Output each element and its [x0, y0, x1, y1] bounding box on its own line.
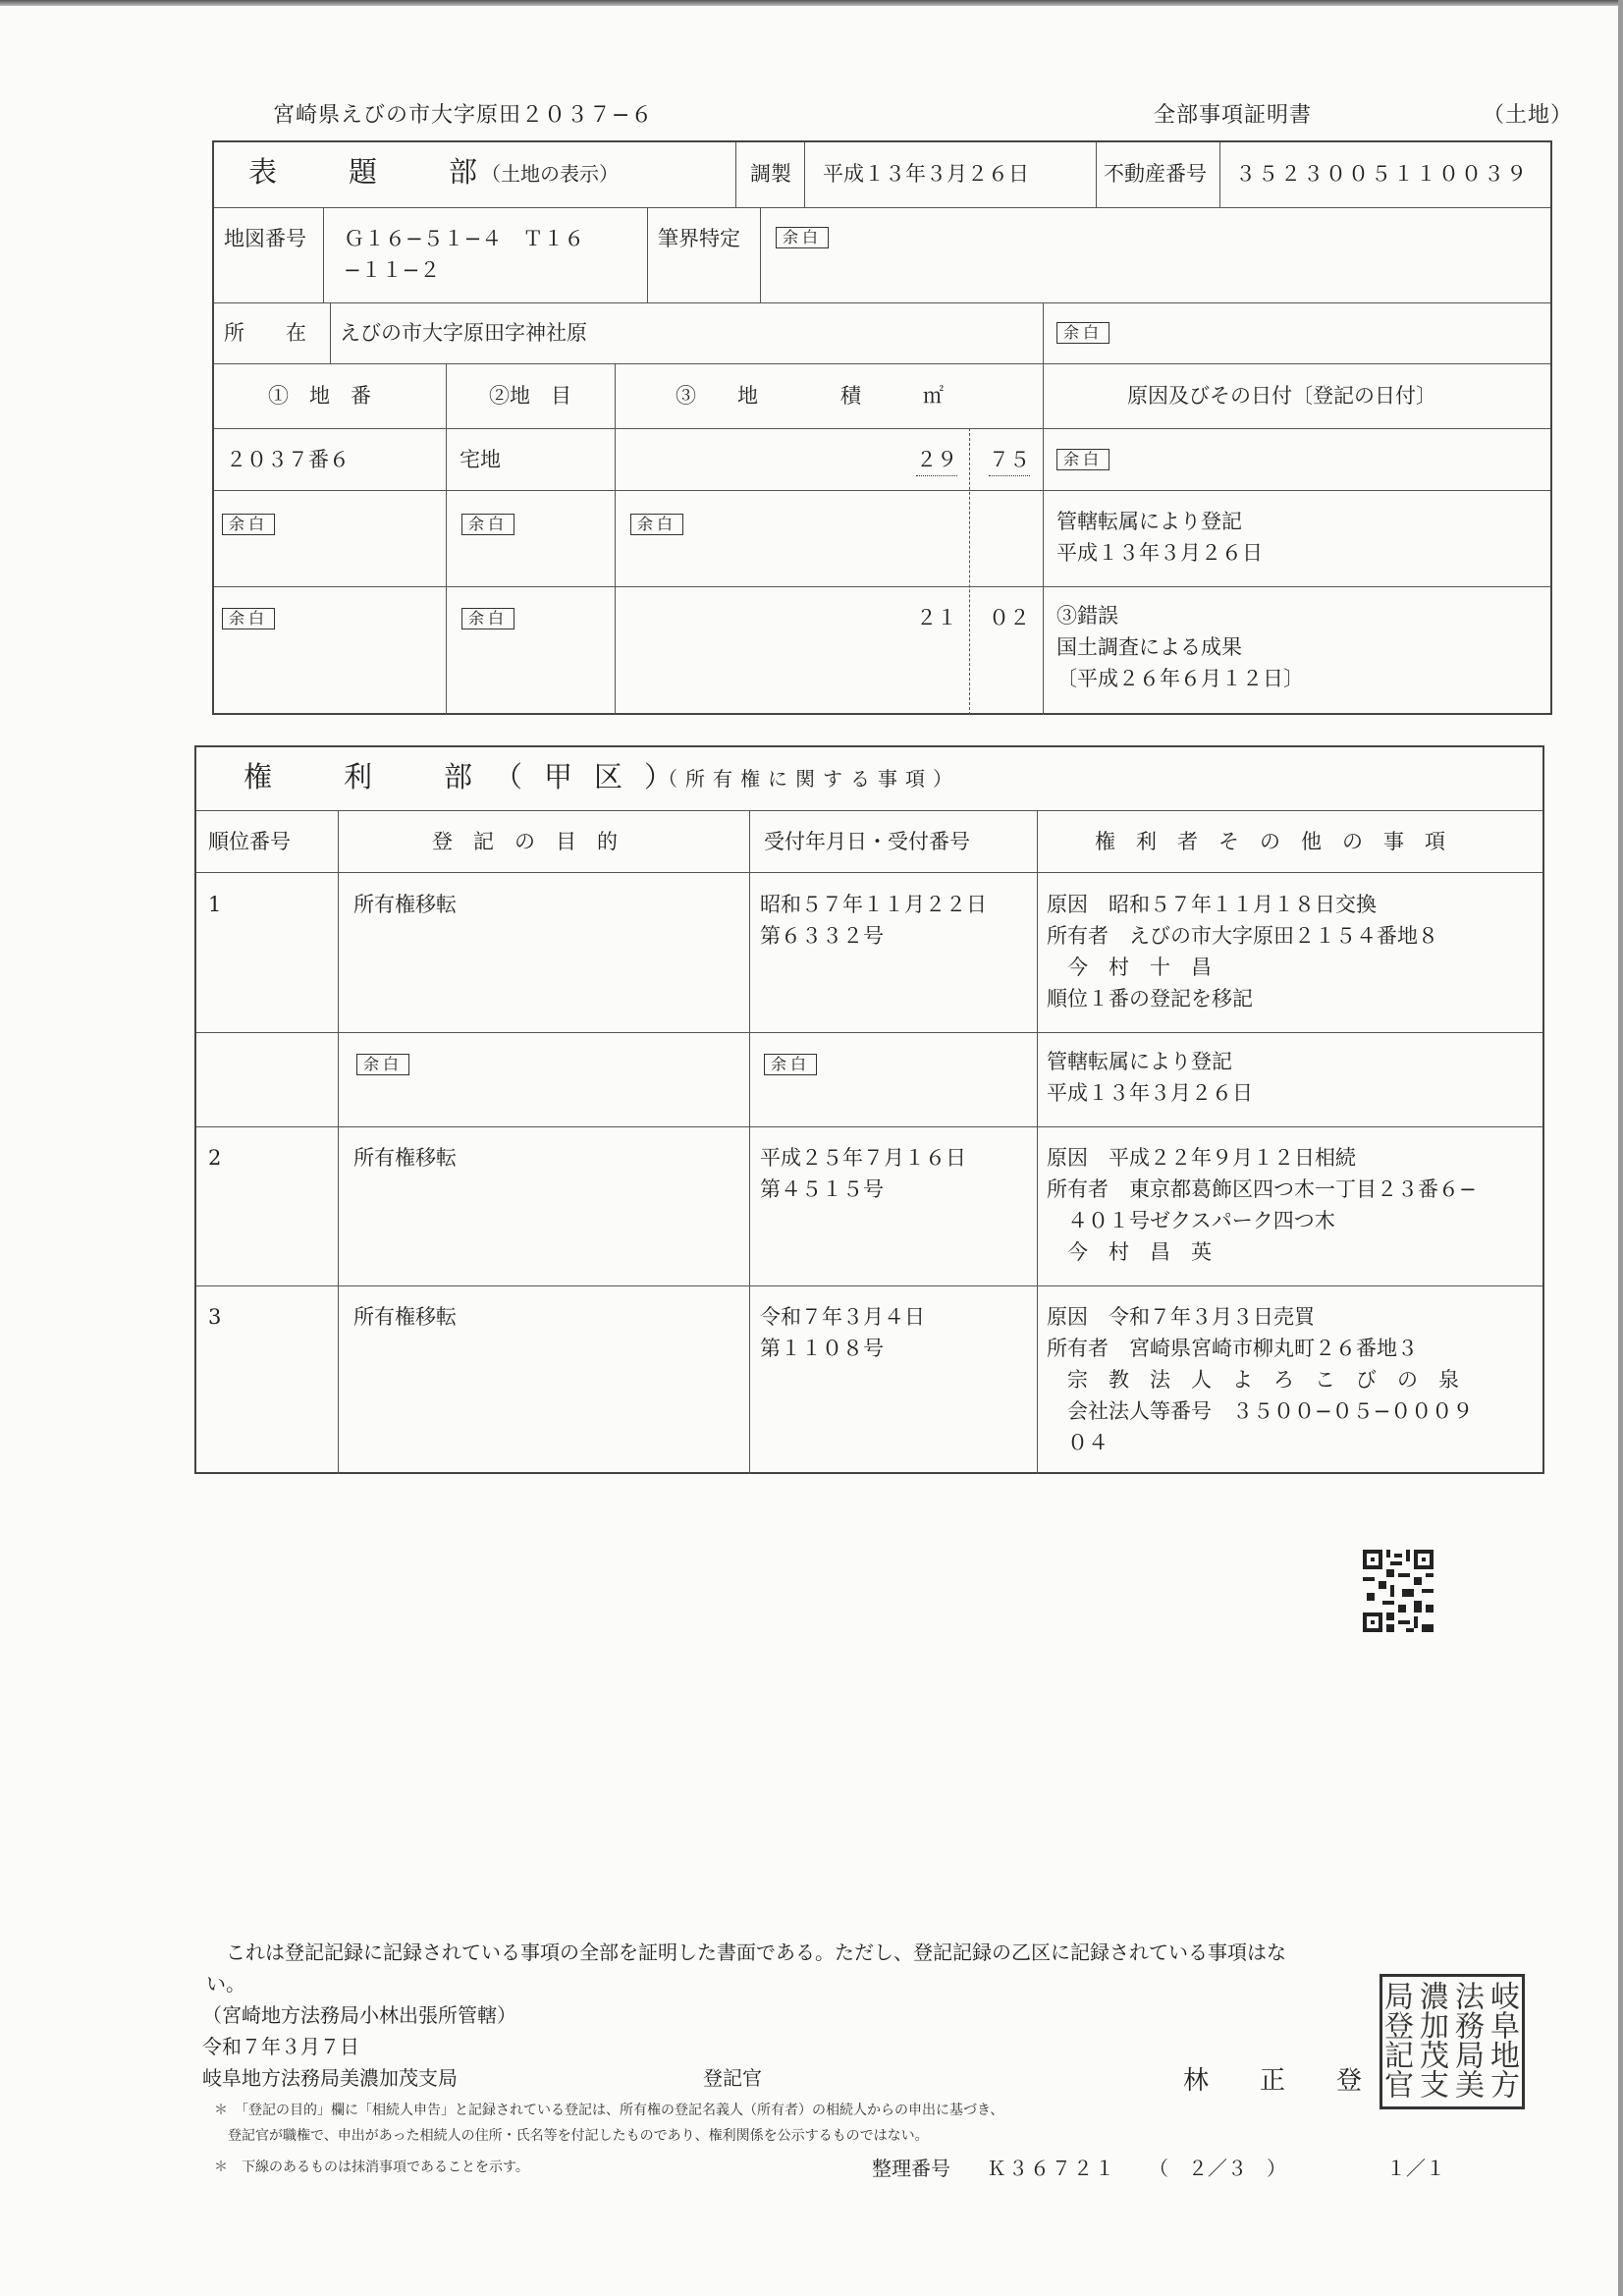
scan-edge-right [1618, 0, 1623, 2296]
mokuteki-value: 所有権移転 [353, 893, 457, 916]
chosei-value: 平成１３年３月２６日 [823, 162, 1029, 186]
seiri-page: （ ２／３ ） [1149, 2157, 1286, 2180]
issuing-office: 岐阜地方法務局美濃加茂支局 [202, 2066, 458, 2090]
yohaku-stamp: 余白 [764, 1054, 817, 1075]
seal-text: 局登記官 [1379, 1981, 1413, 2099]
genin-value: ③錯誤 国土調査による成果 〔平成２６年６月１２日〕 [1056, 604, 1304, 690]
chizu-label: 地図番号 [224, 227, 306, 250]
chosei-label: 調製 [750, 162, 791, 186]
col-genin: 原因及びその日付〔登記の日付〕 [1127, 384, 1436, 408]
chiban-value: ２０３７番６ [226, 448, 350, 471]
jurisdiction: （宮崎地方法務局小林出張所管轄） [202, 2003, 516, 2027]
col-chimoku: ②地 目 [489, 384, 571, 408]
certificate-type: 全部事項証明書 [1154, 103, 1313, 128]
juni-value: 1 [208, 893, 222, 916]
yohaku-stamp: 余白 [776, 227, 829, 248]
yohaku-stamp: 余白 [1056, 449, 1109, 470]
juni-value: 2 [208, 1146, 222, 1170]
juni-value: 3 [208, 1305, 222, 1329]
hyodai-title: 表 題 部 [248, 155, 500, 189]
yohaku-stamp: 余白 [1056, 322, 1109, 344]
note-3: ＊ 下線のあるものは抹消事項であることを示す。 [214, 2159, 529, 2175]
genin-value: 管轄転属により登記 平成１３年３月２６日 [1056, 510, 1263, 565]
yohaku-stamp: 余白 [630, 514, 683, 535]
col-uketsuke: 受付年月日・受付番号 [764, 830, 970, 853]
seiri-label: 整理番号 [872, 2157, 950, 2180]
seal-text: 濃加茂支 [1414, 1981, 1448, 2099]
yohaku-stamp: 余白 [461, 608, 514, 629]
chimoku-value: 宅地 [460, 448, 501, 471]
chiseki-decimal: ７５ [989, 444, 1030, 476]
qr-code [1363, 1550, 1434, 1632]
col-juni: 順位番号 [208, 830, 291, 853]
mokuteki-value: 所有権移転 [353, 1146, 457, 1170]
col-chiseki: ③ 地 積 ㎡ [676, 384, 944, 408]
property-address: 宮崎県えびの市大字原田２０３７−６ [273, 103, 654, 128]
officer-name: 林 正 登 [1183, 2066, 1363, 2096]
official-seal [1380, 1974, 1525, 2109]
col-chiban: ① 地 番 [268, 384, 371, 408]
issue-date: 令和７年３月７日 [202, 2035, 359, 2058]
certification-statement: これは登記記録に記録されている事項の全部を証明した書面である。ただし、登記記録の乙区に記録されている事項はな [206, 1941, 1286, 1964]
note-1: ＊ 「登記の目的」欄に「相続人申告」と記録されている登記は、所有権の登記名義人（所有者）の相続人からの申出に基づき、 [214, 2103, 1004, 2118]
col-kenrisha: 権 利 者 そ の 他 の 事 項 [1095, 830, 1445, 853]
hyodai-table [212, 140, 1552, 715]
page-number: １／１ [1386, 2157, 1445, 2180]
hikkai-label: 筆界特定 [658, 227, 740, 250]
fudosan-value: ３５２３００５１１００３９ [1235, 162, 1529, 186]
hyodai-subtitle: （土地の表示） [481, 162, 619, 186]
kenri-title: 権 利 部（甲区） [243, 760, 695, 793]
yohaku-stamp: 余白 [222, 608, 275, 629]
uketsuke-value: 平成２５年７月１６日 第４５１５号 [760, 1146, 966, 1201]
kenrisha-value: 管轄転属により登記 平成１３年３月２６日 [1047, 1050, 1253, 1105]
chiseki-integer: ２９ [916, 444, 957, 476]
uketsuke-value: 昭和５７年１１月２２日 第６３３２号 [760, 893, 987, 948]
property-kind: （土地） [1483, 103, 1574, 128]
chiseki-decimal: ０２ [989, 606, 1030, 629]
yohaku-stamp: 余白 [461, 514, 514, 535]
chiseki-integer: ２１ [916, 606, 957, 629]
kenri-subtitle: （所有権に関する事項） [658, 767, 960, 791]
yohaku-stamp: 余白 [222, 514, 275, 535]
certification-statement-end: い。 [206, 1972, 245, 1995]
col-mokuteki: 登 記 の 目 的 [432, 830, 618, 853]
scan-edge-top [0, 0, 1623, 6]
note-2: 登記官が職権で、申出があった相続人の住所・氏名等を付記したものであり、権利関係を公示するものではない。 [214, 2128, 929, 2144]
kenri-table [194, 745, 1544, 1474]
officer-title: 登記官 [703, 2066, 762, 2090]
kenrisha-value: 原因 平成２２年９月１２日相続 所有者 東京都葛飾区四つ木一丁目２３番６− ４０１号ゼクスパーク四つ木 今 村 昌 英 [1047, 1146, 1477, 1264]
seal-text: 法務局美 [1449, 1981, 1484, 2099]
yohaku-stamp: 余白 [356, 1054, 409, 1075]
shozai-label: 所 在 [224, 321, 306, 345]
mokuteki-value: 所有権移転 [353, 1305, 457, 1329]
fudosan-label: 不動産番号 [1104, 162, 1207, 186]
seal-text: 岐阜地方 [1485, 1981, 1519, 2099]
seiri-value: Ｋ３６７２１ [987, 2157, 1116, 2180]
uketsuke-value: 令和７年３月４日 第１１０８号 [760, 1305, 925, 1360]
chizu-value: Ｇ１６−５１−４ Ｔ１６ −１１−２ [344, 227, 585, 282]
shozai-value: えびの市大字原田字神社原 [340, 321, 587, 345]
kenrisha-value: 原因 昭和５７年１１月１８日交換 所有者 えびの市大字原田２１５４番地８ 今 村 十 昌 順位１番の登記を移記 [1047, 893, 1438, 1011]
kenrisha-value: 原因 令和７年３月３日売買 所有者 宮崎県宮崎市柳丸町２６番地３ 宗 教 法 人 よ ろ こ び の 泉 会社法人等番号 ３５００−０５−０００９ ０４ [1047, 1305, 1474, 1454]
